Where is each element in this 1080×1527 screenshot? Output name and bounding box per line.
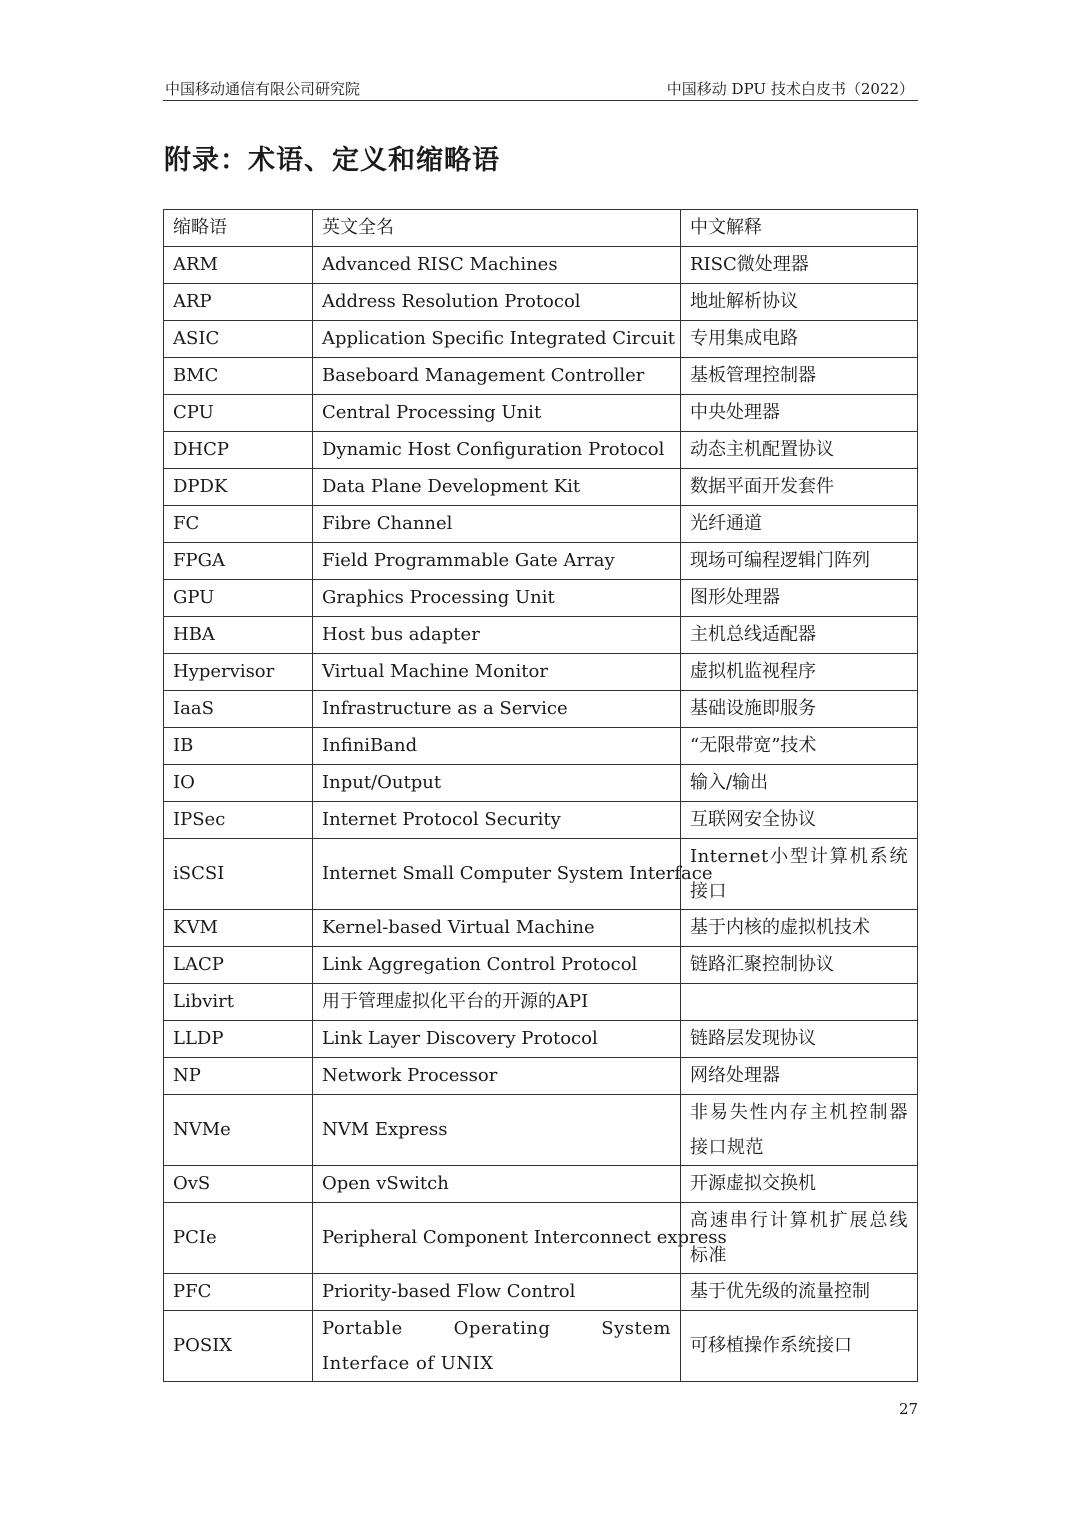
- cell-chinese: 基于内核的虚拟机技术: [681, 910, 918, 947]
- header-organization: 中国移动通信有限公司研究院: [165, 80, 361, 98]
- table-row: [164, 654, 918, 691]
- cell-chinese: 链路层发现协议: [681, 1021, 918, 1058]
- cell-chinese: 可移植操作系统接口: [681, 1311, 918, 1382]
- cell-full-name: Field Programmable Gate Array: [313, 543, 681, 580]
- cell-full-name: NVM Express: [313, 1095, 681, 1166]
- cell-full-name: Fibre Channel: [313, 506, 681, 543]
- cell-chinese: 基于优先级的流量控制: [681, 1274, 918, 1311]
- table-row: [164, 469, 918, 506]
- cell-full-name: Address Resolution Protocol: [313, 284, 681, 321]
- cell-full-name: Virtual Machine Monitor: [313, 654, 681, 691]
- cell-abbr: NP: [164, 1058, 313, 1095]
- page-header: [163, 76, 918, 101]
- cell-full-name: Internet Small Computer System Interface: [313, 839, 681, 910]
- cell-abbr: FPGA: [164, 543, 313, 580]
- cell-full-name: Input/Output: [313, 765, 681, 802]
- cell-chinese: 地址解析协议: [681, 284, 918, 321]
- cell-chinese: 基础设施即服务: [681, 691, 918, 728]
- header-document-title: 中国移动 DPU 技术白皮书（2022）: [666, 80, 914, 98]
- cell-abbr: Hypervisor: [164, 654, 313, 691]
- cell-abbr: ARM: [164, 247, 313, 284]
- cell-chinese: 光纤通道: [681, 506, 918, 543]
- page-title: 附录：术语、定义和缩略语: [164, 145, 500, 176]
- table-row: [164, 247, 918, 284]
- cell-full-name: Graphics Processing Unit: [313, 580, 681, 617]
- table-row: [164, 1021, 918, 1058]
- cell-abbr: IB: [164, 728, 313, 765]
- cell-abbr: IPSec: [164, 802, 313, 839]
- cell-full-name: Host bus adapter: [313, 617, 681, 654]
- table-header-row: [164, 210, 918, 247]
- cell-full-name: Internet Protocol Security: [313, 802, 681, 839]
- table-row: [164, 358, 918, 395]
- cell-full-name: Dynamic Host Configuration Protocol: [313, 432, 681, 469]
- table-row: [164, 947, 918, 984]
- cell-abbr: IO: [164, 765, 313, 802]
- table-row: [164, 580, 918, 617]
- table-row: [164, 617, 918, 654]
- table-row: [164, 1058, 918, 1095]
- cell-chinese: 图形处理器: [681, 580, 918, 617]
- table-row: [164, 839, 918, 910]
- cell-chinese: 高速串行计算机扩展总线标准: [681, 1203, 918, 1274]
- glossary-table: [163, 209, 918, 1382]
- cell-abbr: ARP: [164, 284, 313, 321]
- cell-chinese: 专用集成电路: [681, 321, 918, 358]
- cell-chinese: 动态主机配置协议: [681, 432, 918, 469]
- cell-abbr: LACP: [164, 947, 313, 984]
- table-row: [164, 284, 918, 321]
- cell-full-name: Kernel-based Virtual Machine: [313, 910, 681, 947]
- column-header-chinese: 中文解释: [681, 210, 918, 247]
- table-row: [164, 1203, 918, 1274]
- table-row: [164, 691, 918, 728]
- table-row: [164, 1311, 918, 1382]
- cell-full-name: InfiniBand: [313, 728, 681, 765]
- cell-abbr: ASIC: [164, 321, 313, 358]
- cell-abbr: IaaS: [164, 691, 313, 728]
- cell-full-name: Infrastructure as a Service: [313, 691, 681, 728]
- column-header-full-name: 英文全名: [313, 210, 681, 247]
- table-row: [164, 765, 918, 802]
- cell-abbr: GPU: [164, 580, 313, 617]
- table-row: [164, 432, 918, 469]
- table-row: [164, 395, 918, 432]
- cell-chinese: 网络处理器: [681, 1058, 918, 1095]
- cell-full-name: Link Layer Discovery Protocol: [313, 1021, 681, 1058]
- cell-full-name: Portable Operating System Interface of UNIX: [313, 1311, 681, 1382]
- cell-chinese: 现场可编程逻辑门阵列: [681, 543, 918, 580]
- table-row: [164, 321, 918, 358]
- cell-full-name: Link Aggregation Control Protocol: [313, 947, 681, 984]
- cell-chinese: 非易失性内存主机控制器接口规范: [681, 1095, 918, 1166]
- cell-abbr: DHCP: [164, 432, 313, 469]
- cell-abbr: LLDP: [164, 1021, 313, 1058]
- cell-chinese: [681, 984, 918, 1021]
- cell-chinese: 互联网安全协议: [681, 802, 918, 839]
- cell-chinese: 主机总线适配器: [681, 617, 918, 654]
- page-number: 27: [899, 1400, 919, 1418]
- cell-abbr: CPU: [164, 395, 313, 432]
- table-row: [164, 1274, 918, 1311]
- cell-chinese: 虚拟机监视程序: [681, 654, 918, 691]
- cell-abbr: BMC: [164, 358, 313, 395]
- cell-full-name: Network Processor: [313, 1058, 681, 1095]
- cell-abbr: FC: [164, 506, 313, 543]
- cell-full-name: Baseboard Management Controller: [313, 358, 681, 395]
- cell-chinese: 中央处理器: [681, 395, 918, 432]
- cell-full-name: Priority-based Flow Control: [313, 1274, 681, 1311]
- table-row: [164, 543, 918, 580]
- cell-full-name: Central Processing Unit: [313, 395, 681, 432]
- cell-abbr: KVM: [164, 910, 313, 947]
- cell-abbr: HBA: [164, 617, 313, 654]
- cell-abbr: PFC: [164, 1274, 313, 1311]
- table-row: [164, 910, 918, 947]
- cell-full-name: Peripheral Component Interconnect express: [313, 1203, 681, 1274]
- cell-abbr: Libvirt: [164, 984, 313, 1021]
- cell-abbr: POSIX: [164, 1311, 313, 1382]
- cell-abbr: OvS: [164, 1166, 313, 1203]
- cell-chinese: 基板管理控制器: [681, 358, 918, 395]
- cell-chinese: 输入/输出: [681, 765, 918, 802]
- cell-chinese: 链路汇聚控制协议: [681, 947, 918, 984]
- column-header-abbr: 缩略语: [164, 210, 313, 247]
- table-row: [164, 728, 918, 765]
- cell-full-name: Data Plane Development Kit: [313, 469, 681, 506]
- cell-full-name: Application Specific Integrated Circuit: [313, 321, 681, 358]
- table-row: [164, 984, 918, 1021]
- cell-full-name: Advanced RISC Machines: [313, 247, 681, 284]
- cell-chinese: “无限带宽”技术: [681, 728, 918, 765]
- cell-abbr: DPDK: [164, 469, 313, 506]
- cell-abbr: PCIe: [164, 1203, 313, 1274]
- cell-full-name: Open vSwitch: [313, 1166, 681, 1203]
- cell-chinese: 开源虚拟交换机: [681, 1166, 918, 1203]
- cell-chinese: Internet小型计算机系统接口: [681, 839, 918, 910]
- table-row: [164, 506, 918, 543]
- cell-abbr: NVMe: [164, 1095, 313, 1166]
- table-row: [164, 802, 918, 839]
- cell-abbr: iSCSI: [164, 839, 313, 910]
- table-row: [164, 1166, 918, 1203]
- cell-full-name: 用于管理虚拟化平台的开源的API: [313, 984, 681, 1021]
- table-row: [164, 1095, 918, 1166]
- cell-chinese: 数据平面开发套件: [681, 469, 918, 506]
- cell-chinese: RISC微处理器: [681, 247, 918, 284]
